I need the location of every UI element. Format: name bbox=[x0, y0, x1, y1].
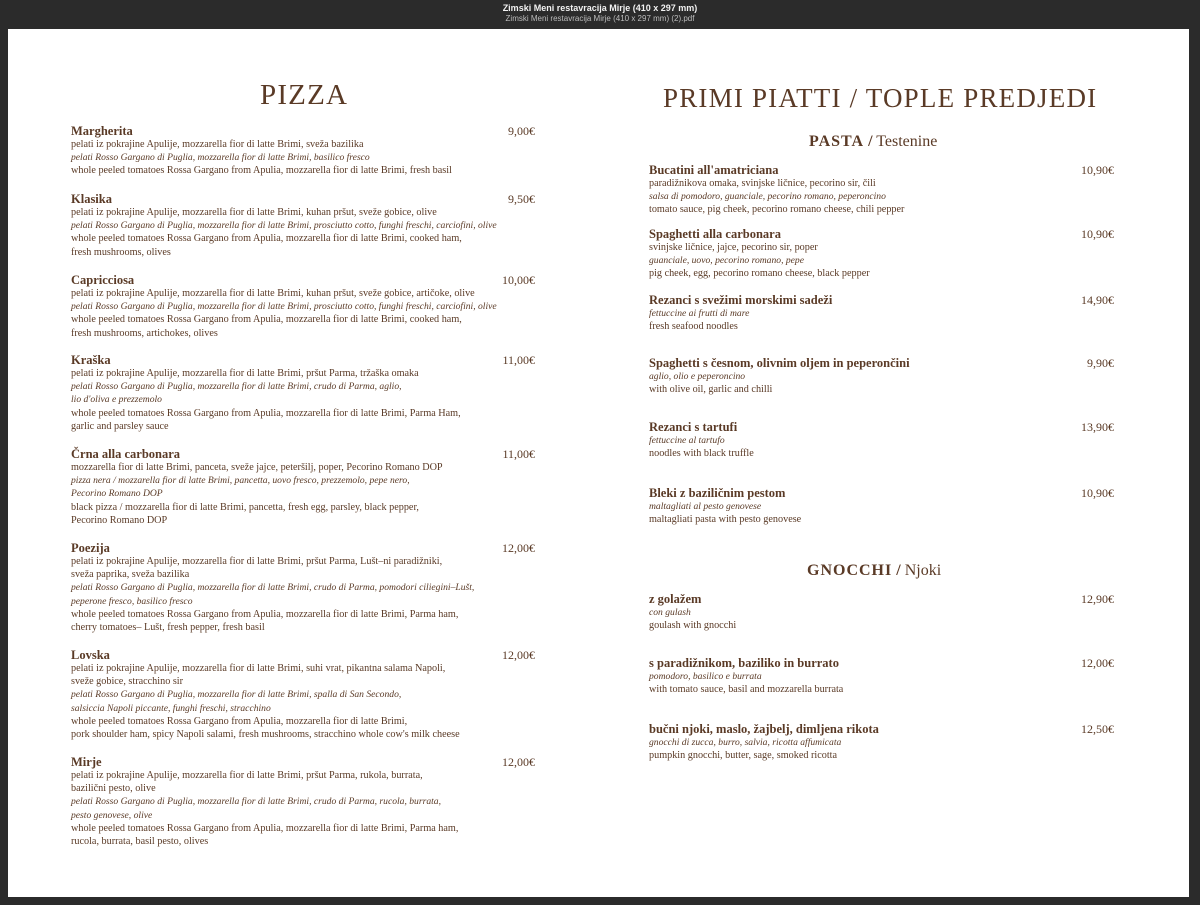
menu-item-price: 11,00€ bbox=[502, 353, 535, 367]
menu-item-name: Poezija bbox=[71, 541, 110, 555]
document-filename: Zimski Meni restavracija Mirje (410 x 297 mm) (2).pdf bbox=[505, 14, 695, 23]
menu-item-description-italian: pelati Rosso Gargano di Puglia, mozzarella fior di latte Brimi, crudo di Parma, rucola, burrata, bbox=[71, 796, 441, 808]
menu-item-description-italian: aglio, olio e peperoncino bbox=[649, 371, 746, 382]
menu-item-description: pig cheek, egg, pecorino romano cheese, black pepper bbox=[649, 268, 870, 280]
menu-item-price: 10,90€ bbox=[1081, 163, 1114, 177]
menu-item-price: 9,00€ bbox=[508, 124, 535, 138]
menu-item-description-italian: fettuccine ai frutti di mare bbox=[649, 308, 750, 319]
menu-item-price: 10,00€ bbox=[502, 273, 535, 287]
menu-item-price: 12,00€ bbox=[502, 541, 535, 555]
menu-item-description-italian: pizza nera / mozzarella fior di latte Brimi, pancetta, uovo fresco, prezzemolo, pepe nero, bbox=[71, 475, 410, 487]
menu-item-description: garlic and parsley sauce bbox=[71, 420, 169, 432]
gnocchi-subheading-bold: GNOCCHI bbox=[807, 562, 893, 579]
menu-item-name: Mirje bbox=[71, 755, 102, 769]
menu-item-description: Pecorino Romano DOP bbox=[71, 514, 168, 526]
menu-item-description-italian: maltagliati al pesto genovese bbox=[649, 501, 762, 512]
menu-item-name: Spaghetti s česnom, olivnim oljem in peperončini bbox=[649, 356, 910, 370]
menu-item-description-italian: con gulash bbox=[649, 607, 691, 618]
menu-item-description: mozzarella fior di latte Brimi, panceta, sveže jajce, peteršilj, poper, Pecorino Romano DOP bbox=[71, 462, 443, 473]
menu-item-price: 12,50€ bbox=[1081, 722, 1114, 736]
menu-item-description: whole peeled tomatoes Rossa Gargano from Apulia, mozzarella fior di latte Brimi, cooked ham, bbox=[71, 314, 462, 326]
menu-item-description: fresh mushrooms, artichokes, olives bbox=[71, 327, 218, 339]
menu-item-price: 12,00€ bbox=[502, 755, 535, 769]
menu-item-name: Bleki z baziličnim pestom bbox=[649, 486, 786, 500]
menu-item-description-italian: pomodoro, basilico e burrata bbox=[649, 671, 762, 682]
menu-item-description: whole peeled tomatoes Rossa Gargano from Apulia, mozzarella fior di latte Brimi, cooked ham, bbox=[71, 233, 462, 245]
menu-item-description: maltagliati pasta with pesto genovese bbox=[649, 514, 802, 526]
menu-item-name: Spaghetti alla carbonara bbox=[649, 227, 781, 241]
menu-item-price: 11,00€ bbox=[502, 447, 535, 461]
menu-item-name: Črna alla carbonara bbox=[71, 447, 181, 461]
menu-item-description-italian: pelati Rosso Gargano di Puglia, mozzarella fior di latte Brimi, prosciutto cotto, funghi freschi, carciofini, olive bbox=[71, 301, 497, 313]
menu-item-name: Lovska bbox=[71, 648, 110, 662]
menu-item-description-italian: fettuccine al tartufo bbox=[649, 435, 725, 446]
pdf-page[interactable] bbox=[8, 29, 1189, 897]
gnocchi-subheading-separator: / bbox=[892, 562, 901, 579]
menu-item-description: whole peeled tomatoes Rossa Gargano from Apulia, mozzarella fior di latte Brimi, fresh basil bbox=[71, 165, 452, 177]
menu-item-description: whole peeled tomatoes Rossa Gargano from Apulia, mozzarella fior di latte Brimi, Parma ham, bbox=[71, 822, 459, 834]
menu-item-description: tomato sauce, pig cheek, pecorino romano cheese, chili pepper bbox=[649, 204, 905, 216]
menu-item-name: Rezanci s svežimi morskimi sadeži bbox=[649, 293, 833, 307]
menu-item-price: 13,90€ bbox=[1081, 420, 1114, 434]
menu-item-description-italian: guanciale, uovo, pecorino romano, pepe bbox=[649, 255, 804, 267]
pasta-subheading-translation: Testenine bbox=[872, 133, 938, 150]
menu-item-description-italian: lio d'oliva e prezzemolo bbox=[71, 394, 162, 406]
document-title: Zimski Meni restavracija Mirje (410 x 297 mm) bbox=[502, 3, 698, 13]
menu-item-description: rucola, burrata, basil pesto, olives bbox=[71, 836, 209, 847]
menu-item-description: cherry tomatoes– Lušt, fresh pepper, fresh basil bbox=[71, 622, 265, 633]
menu-item-description-italian: pelati Rosso Gargano di Puglia, mozzarella fior di latte Brimi, crudo di Parma, pomodori ciliegini–Lušt, bbox=[71, 582, 475, 594]
menu-item-description: with olive oil, garlic and chilli bbox=[649, 384, 773, 396]
primi-piatti-heading: PRIMI PIATTI / TOPLE PREDJEDI bbox=[663, 83, 1098, 113]
menu-item-price: 10,90€ bbox=[1081, 227, 1114, 241]
menu-item-description: noodles with black truffle bbox=[649, 448, 754, 460]
menu-item-description-italian: Pecorino Romano DOP bbox=[71, 488, 163, 500]
menu-item-name: Klasika bbox=[71, 192, 112, 206]
menu-item-description-italian: salsa di pomodoro, guanciale, pecorino romano, peperoncino bbox=[649, 191, 886, 203]
menu-item-description: pelati iz pokrajine Apulije, mozzarella fior di latte Brimi, kuhan pršut, sveže gobice, artičoke, olive bbox=[71, 288, 475, 299]
pizza-heading: PIZZA bbox=[260, 79, 349, 111]
menu-item-description-italian: gnocchi di zucca, burro, salvia, ricotta affumicata bbox=[649, 737, 842, 748]
menu-item-price: 10,90€ bbox=[1081, 486, 1114, 500]
gnocchi-subheading bbox=[807, 562, 941, 580]
menu-item-price: 9,90€ bbox=[1087, 356, 1114, 370]
menu-item-description: with tomato sauce, basil and mozzarella burrata bbox=[649, 684, 844, 696]
menu-item-name: Kraška bbox=[71, 353, 111, 367]
menu-item-description-italian: pelati Rosso Gargano di Puglia, mozzarella fior di latte Brimi, prosciutto cotto, funghi freschi, carciofini, olive bbox=[71, 220, 497, 232]
menu-item-description: fresh seafood noodles bbox=[649, 321, 738, 333]
menu-item-description: pelati iz pokrajine Apulije, mozzarella fior di latte Brimi, pršut Parma, Lušt–ni paradižniki, bbox=[71, 556, 443, 567]
menu-item-description: whole peeled tomatoes Rossa Gargano from Apulia, mozzarella fior di latte Brimi, Parma Ham, bbox=[71, 407, 461, 419]
menu-item-price: 12,90€ bbox=[1081, 592, 1114, 606]
menu-item-name: Capricciosa bbox=[71, 273, 135, 287]
menu-item-description: black pizza / mozzarella fior di latte Brimi, pancetta, fresh egg, parsley, black pepper, bbox=[71, 501, 419, 513]
menu-item-price: 9,50€ bbox=[508, 192, 535, 206]
menu-item-description: svinjske ličnice, jajce, pecorino sir, poper bbox=[649, 242, 818, 253]
menu-item-description: fresh mushrooms, olives bbox=[71, 246, 171, 258]
menu-item-description: pelati iz pokrajine Apulije, mozzarella fior di latte Brimi, pršut Parma, rukola, burrata, bbox=[71, 770, 423, 781]
menu-item-description: goulash with gnocchi bbox=[649, 620, 737, 632]
menu-item-description-italian: pelati Rosso Gargano di Puglia, mozzarella fior di latte Brimi, crudo di Parma, aglio, bbox=[71, 381, 402, 393]
menu-item-description: whole peeled tomatoes Rossa Gargano from Apulia, mozzarella fior di latte Brimi, bbox=[71, 715, 408, 727]
menu-item-description-italian: pelati Rosso Gargano di Puglia, mozzarella fior di latte Brimi, spalla di San Secondo, bbox=[71, 689, 402, 701]
menu-item-description-italian: pesto genovese, olive bbox=[71, 809, 153, 821]
menu-item-description: whole peeled tomatoes Rossa Gargano from Apulia, mozzarella fior di latte Brimi, Parma ham, bbox=[71, 608, 459, 620]
menu-item-description: sveže gobice, stracchino sir bbox=[71, 676, 184, 688]
pasta-subheading bbox=[809, 133, 937, 151]
menu-item-name: s paradižnikom, baziliko in burrato bbox=[649, 656, 839, 670]
menu-item-description-italian: peperone fresco, basilico fresco bbox=[71, 595, 193, 607]
menu-item-description: pelati iz pokrajine Apulije, mozzarella fior di latte Brimi, kuhan pršut, sveže gobice, olive bbox=[71, 207, 437, 218]
menu-item-price: 12,00€ bbox=[1081, 656, 1114, 670]
menu-item-name: Rezanci s tartufi bbox=[649, 420, 738, 434]
menu-item-description: pelati iz pokrajine Apulije, mozzarella fior di latte Brimi, sveža bazilika bbox=[71, 139, 364, 150]
menu-item-description: pelati iz pokrajine Apulije, mozzarella fior di latte Brimi, pršut Parma, tržaška omaka bbox=[71, 368, 419, 379]
menu-item-price: 14,90€ bbox=[1081, 293, 1114, 307]
menu-item-description: pumpkin gnocchi, butter, sage, smoked ricotta bbox=[649, 750, 838, 762]
gnocchi-subheading-translation: Njoki bbox=[900, 562, 942, 579]
pasta-subheading-separator: / bbox=[864, 133, 873, 150]
menu-item-description: paradižnikova omaka, svinjske ličnice, pecorino sir, čili bbox=[649, 178, 876, 189]
menu-item-description-italian: pelati Rosso Gargano di Puglia, mozzarella fior di latte Brimi, basilico fresco bbox=[71, 152, 370, 164]
menu-item-name: Bucatini all'amatriciana bbox=[649, 163, 779, 177]
menu-item-description: pelati iz pokrajine Apulije, mozzarella fior di latte Brimi, suhi vrat, pikantna salama Napoli, bbox=[71, 663, 446, 674]
menu-item-name: bučni njoki, maslo, žajbelj, dimljena rikota bbox=[649, 722, 879, 736]
menu-item-description: sveža paprika, sveža bazilika bbox=[71, 569, 190, 581]
pasta-subheading-bold: PASTA bbox=[809, 133, 865, 150]
menu-item-description-italian: salsiccia Napoli piccante, funghi freschi, stracchino bbox=[71, 702, 271, 714]
pdf-viewer-titlebar bbox=[0, 0, 1200, 28]
menu-item-name: z golažem bbox=[649, 592, 702, 606]
menu-item-name: Margherita bbox=[71, 124, 133, 138]
menu-item-description: pork shoulder ham, spicy Napoli salami, fresh mushrooms, stracchino whole cow's milk cheese bbox=[71, 729, 460, 740]
menu-item-price: 12,00€ bbox=[502, 648, 535, 662]
menu-item-description: bazilični pesto, olive bbox=[71, 783, 156, 795]
